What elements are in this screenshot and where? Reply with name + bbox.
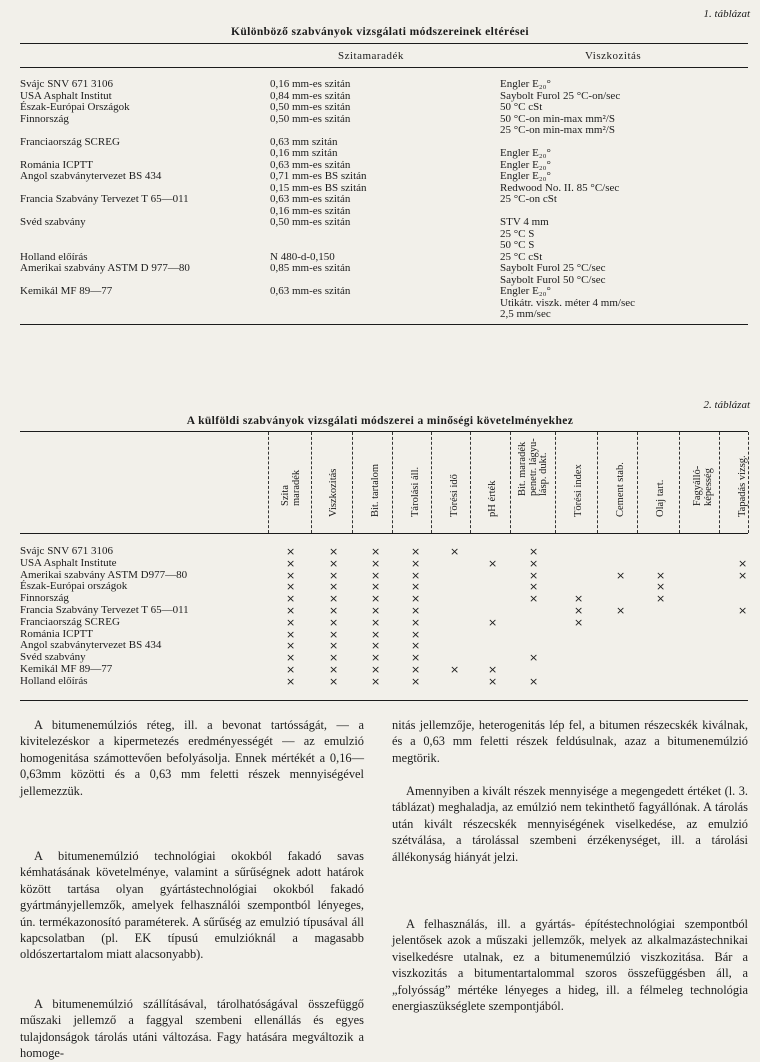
table1-sieve-cell: 0,50 mm-es szitán (270, 216, 351, 228)
table2-mark: × (286, 604, 296, 617)
table1-sieve-cell: 0,16 mm-es szitán (270, 78, 351, 90)
table2-row-name: Svéd szabvány (20, 651, 86, 664)
table2-mark: × (371, 545, 381, 558)
table2-mark: × (329, 592, 339, 606)
table2-header-line: Bit. maradék (517, 441, 529, 496)
table2-mark: × (286, 545, 296, 558)
table2-column-header (395, 437, 437, 527)
table1-sieve-cell (270, 298, 367, 310)
table1-title: Különböző szabványok vizsgálati módszereinek eltérései (230, 26, 529, 38)
table2-row-name: Amerikai szabvány ASTM D977—80 (20, 568, 188, 581)
table2-mark: × (411, 568, 421, 582)
table2-mark: × (656, 580, 666, 594)
table2-mark: × (656, 592, 666, 606)
table2-row-name: Holland előírás (20, 674, 88, 687)
table1-sieve-cell: 0,50 mm-es szitán (270, 101, 351, 113)
table2-column-header (600, 437, 642, 527)
table2-mark: × (411, 615, 421, 629)
table2-mark: × (411, 545, 421, 558)
table2-header-line: pH érték (486, 480, 498, 517)
table1-head-rule (20, 67, 748, 68)
table2-mark: × (574, 604, 584, 617)
table2-mark: × (371, 639, 381, 653)
table1-visc-cell: Saybolt Furol 25 °C/sec (500, 262, 606, 274)
table2-mark: × (371, 663, 381, 676)
table1-visc (500, 79, 635, 321)
table1-visc-cell: 25 °C-on min-max mm²/S (500, 124, 615, 136)
table2-header-line: Bit. tartalom (369, 463, 381, 517)
table1-visc-cell: STV 4 mm (500, 216, 549, 228)
table2-mark: × (286, 651, 296, 665)
table2-mark: × (329, 663, 339, 676)
table1-standard-name (20, 298, 190, 310)
table2-mark: × (329, 556, 339, 570)
table1-visc-cell: Engler E₂₀° (500, 285, 551, 297)
body-left-p3: A bitumenemúlzió szállításával, tárolhatóságával összefüggő műszaki jellemző a faggyal szembeni ellenállás és egyes tulajdonságok tárolás utáni változása. Fagy hatására megváltozik a homoge- (20, 997, 364, 1061)
table2-mark: × (529, 545, 539, 558)
table2-row-name: Svájc SNV 671 3106 (20, 545, 113, 557)
table2-mark: × (329, 580, 339, 594)
table2-column-header (472, 437, 514, 527)
table1-visc-cell: 25 °C S (500, 227, 535, 240)
body-right-p2: Amennyiben a kivált részek mennyisége a megengedett értéket (l. 3. táblázat) meghaladja, az emúlzió nem tekinthető fagyállónak. A tárolás után kivált részecskék mennyiségének viselkedése, az emulzió szétválása, a tárolással szembeni érzékenységet, ill. a tárolási állékonyság hiányát jelzi. (392, 784, 748, 864)
table2-mark: × (329, 545, 339, 558)
table2-row-name: Románia ICPTT (20, 627, 94, 640)
table2-mark: × (286, 615, 296, 629)
table2-header-line: Szita (279, 485, 291, 506)
table1-sieve-cell (270, 125, 367, 137)
table2-row-name: Francia Szabvány Tervezet T 65—011 (20, 603, 189, 616)
table2-mark: × (371, 651, 381, 665)
table2-mark: × (529, 592, 539, 606)
table1-sieve-cell: 0,63 mm szitán (270, 135, 338, 148)
table2-header-line: lásp. dukt. (538, 452, 550, 496)
table1-standard-name: Franciaország SCREG (20, 135, 120, 148)
table2-mark: × (616, 568, 626, 582)
table2-bottom-rule (20, 700, 748, 701)
table2-header-line: képesség (702, 468, 713, 506)
table1-standard-name: USA Asphalt Institut (20, 89, 112, 102)
table1-standard-name (20, 309, 190, 321)
table1-visc-cell: 2,5 mm/sec (500, 308, 551, 320)
table1-top-rule (20, 43, 748, 44)
table2-mark: × (738, 604, 748, 617)
table2-mark: × (371, 556, 381, 570)
table1-standard-name (20, 148, 190, 160)
table2-mark: × (411, 627, 421, 641)
table2-header-line: Cement stab. (614, 461, 626, 517)
table1-standard-name (20, 125, 190, 137)
table2-mark: × (329, 568, 339, 582)
table1-sieve-cell: N 480-d-0,150 (270, 250, 335, 263)
table2-title: A külföldi szabványok vizsgálati módszerei a minőségi követelményekhez (186, 415, 574, 427)
table2-row-name: Franciaország SCREG (20, 615, 120, 628)
table2-mark: × (574, 592, 584, 606)
table1-visc-cell: Redwood No. II. 85 °C/sec (500, 181, 620, 194)
table2-mark: × (529, 580, 539, 594)
table2-mark: × (371, 568, 381, 582)
table2-mark: × (529, 556, 539, 570)
table2-column-header (434, 437, 476, 527)
table2-column-header (682, 437, 724, 527)
table2-header-line: penetr. lágyu- (527, 437, 539, 496)
table2-mark: × (488, 556, 498, 570)
table2-mark: × (371, 615, 381, 629)
table2-label: 2. táblázat (703, 399, 750, 411)
table2-mark: × (329, 627, 339, 641)
table2-mark: × (286, 580, 296, 594)
table1-standard-name: Svéd szabvány (20, 216, 86, 228)
table1-standard-name: Amerikai szabvány ASTM D 977—80 (20, 262, 190, 274)
table2-column-divider (268, 432, 269, 533)
table2-mark: × (411, 674, 421, 688)
table2-mark: × (371, 627, 381, 641)
table1-sieve-cell: 0,50 mm-es szitán (270, 112, 351, 125)
table2-mark: × (329, 615, 339, 629)
table1-bottom-rule (20, 324, 748, 325)
table1-standard-name: Románia ICPTT (20, 158, 94, 171)
table2-column-header (355, 437, 397, 527)
table2-mark: × (656, 568, 666, 582)
table1-visc-cell: 25 °C cSt (500, 250, 543, 263)
table2-column-divider (555, 432, 556, 533)
table2-header-line: Törési index (572, 463, 584, 517)
table1-sieve-cell (270, 240, 367, 252)
table2-top-rule (20, 431, 748, 432)
table2-header-line: Tárolási áll. (409, 466, 421, 517)
table1-sieve-cell: 0,84 mm-es szitán (270, 89, 351, 102)
body-left-p1: A bitumenemúlziós réteg, ill. a bevonat tartósságát, — a kivitelezéskor a kipermetezés eredményességét — az emulzió homogenitása számottevően befolyásolja. Ennek mértékét a 0,16—0,63mm közötti és a 0,63 mm feletti részek mennyiségével jellemezzük. (20, 718, 364, 798)
table2-mark: × (411, 604, 421, 617)
table2-mark: × (286, 568, 296, 582)
table1-standard-name: Svájc SNV 671 3106 (20, 78, 113, 90)
table2-mark: × (450, 663, 460, 676)
table2-row-name: USA Asphalt Institute (20, 556, 117, 569)
table2-row-name: Angol szabványtervezet BS 434 (20, 639, 162, 652)
table2-mark: × (329, 639, 339, 653)
table2-mark: × (371, 674, 381, 688)
table2-column-header (313, 437, 355, 527)
table1-sieve-cell: 0,16 mm-es szitán (270, 204, 351, 217)
table2-column-header (722, 437, 760, 527)
table2-mark: × (411, 556, 421, 570)
table1-visc-cell: 25 °C-on cSt (500, 193, 557, 205)
table2-mark: × (411, 639, 421, 653)
table1-standard-name: Francia Szabvány Tervezet T 65—011 (20, 193, 189, 205)
table2-mark: × (529, 568, 539, 582)
table2-row-name: Kemikál MF 89—77 (20, 662, 113, 675)
table2-mark: × (329, 604, 339, 617)
table1-names (20, 79, 190, 321)
table2-mark: × (286, 592, 296, 606)
table1-visc-cell: Engler E₂₀° (500, 158, 551, 171)
table1-standard-name: Észak-Európai Országok (20, 101, 130, 113)
table2-mark: × (371, 580, 381, 594)
table2-mark: × (371, 592, 381, 606)
table2-mark: × (411, 663, 421, 676)
table2-column-header (640, 437, 682, 527)
table1-standard-name: Angol szabványtervezet BS 434 (20, 170, 162, 182)
table2-mark: × (529, 674, 539, 688)
table1-visc-cell: 50 °C-on min-max mm²/S (500, 112, 615, 125)
table1-visc-cell: Engler E₂₀° (500, 147, 551, 159)
table2-head-rule (20, 533, 748, 534)
body-left-p2: A bitumenemúlzió technológiai okokból fakadó savas kémhatásának követelménye, valamint a sűrűségnek adott határok között tartása olyan gyártástechnológiai okokból fakadó gyártmányjellemzők, amelyek felhasználói szempontból lényeges, ún. termékazonosító paraméterek. A sűrűség az emulzió típusával áll kapcsolatban (pl. EK típusú emulzióknál a magasabb oldószertartalom miatt alacsonyabb). (20, 849, 364, 962)
table1-label: 1. táblázat (703, 8, 750, 20)
table1-visc-cell: Saybolt Furol 50 °C/sec (500, 273, 606, 286)
table2-header-line: maradék (290, 469, 301, 506)
table1-sieve (270, 79, 367, 321)
table1-sieve-cell (270, 309, 367, 321)
table2-column-header (558, 437, 600, 527)
table1-sieve-cell: 0,85 mm-es szitán (270, 262, 351, 274)
table2-mark: × (286, 627, 296, 641)
table2-mark: × (738, 556, 748, 570)
table2-mark: × (738, 568, 748, 582)
table2-mark: × (371, 604, 381, 617)
table1-visc-cell: 50 °C S (500, 239, 535, 251)
table2-mark: × (488, 615, 498, 629)
table2-mark: × (450, 545, 460, 558)
table1-standard-name: Finnország (20, 112, 69, 125)
table1-sieve-cell: 0,63 mm-es szitán (270, 285, 351, 297)
table2-mark: × (411, 592, 421, 606)
table1-standard-name (20, 240, 190, 252)
table2-mark: × (616, 604, 626, 617)
table2-column-header (270, 437, 312, 527)
table1-col-sieve: Szitamaradék (338, 50, 404, 62)
table2-mark: × (574, 615, 584, 629)
table1-visc-cell: Utikátr. viszk. méter 4 mm/sec (500, 296, 636, 309)
table2-header-line: Fagyálló- (691, 465, 703, 506)
table2-mark: × (411, 580, 421, 594)
table2-mark: × (329, 674, 339, 688)
body-right-p1: nitás jellemzője, heterogenitás lép fel, a bitumen részecskék kiválnak, és a 0,63 mm feletti részek feldúsulnak, azaz a bitumenemúlzió megtörik. (392, 718, 748, 765)
table2-row-name: Finnország (20, 592, 69, 605)
table2-header-line: Tapadás vizsg. (736, 454, 748, 517)
table2-mark: × (286, 663, 296, 676)
table1-standard-name (20, 229, 190, 241)
body-right-p3: A felhasználás, ill. a gyártás- építéstechnológiai szempontból jelentősek azok a műszaki jellemzők, melyek az alkalmazástechnikai viselkedésre utalnak, ez a bitumenemúlzió viszkozitása. Bár a viszkozitás a bitumentartalommal szoros összefüggésben áll, a „folyósság” mértéke lényeges a hideg, ill. a félmeleg technológia energiaszükséglete szempontjából. (392, 917, 748, 1014)
table1-sieve-cell: 0,63 mm-es szitán (270, 158, 351, 171)
table1-visc-cell: 50 °C cSt (500, 101, 543, 113)
table2-mark: × (488, 674, 498, 688)
table1-col-visc: Viszkozitás (585, 50, 642, 62)
table1-sieve-cell: 0,71 mm-es BS szitán (270, 170, 367, 182)
table2-mark: × (488, 663, 498, 676)
table2-mark: × (286, 639, 296, 653)
table1-standard-name: Kemikál MF 89—77 (20, 285, 113, 297)
table2-header-line: Viszkozitás (327, 468, 339, 517)
table2-mark: × (529, 651, 539, 665)
table2-mark: × (411, 651, 421, 665)
table1-sieve-cell: 0,16 mm szitán (270, 147, 338, 159)
table1-standard-name: Holland előírás (20, 250, 88, 263)
table1-sieve-cell (270, 229, 367, 241)
table1-visc-cell: Saybolt Furol 25 °C-on/sec (500, 89, 621, 102)
table2-column-header (513, 437, 555, 527)
table2-header-line: Olaj tart. (654, 479, 666, 517)
table2-row-names (20, 546, 189, 688)
table2-mark: × (286, 556, 296, 570)
table1-visc-cell: Engler E₂₀° (500, 170, 551, 182)
table1-sieve-cell: 0,15 mm-es BS szitán (270, 181, 367, 194)
table2-mark: × (329, 651, 339, 665)
table2-header-line: Törési idő (448, 473, 460, 517)
table1-sieve-cell: 0,63 mm-es szitán (270, 193, 351, 205)
table2-mark: × (286, 674, 296, 688)
table1-visc-cell: Engler E₂₀° (500, 78, 551, 90)
table2-row-name: Észak-Európai országok (20, 580, 128, 593)
